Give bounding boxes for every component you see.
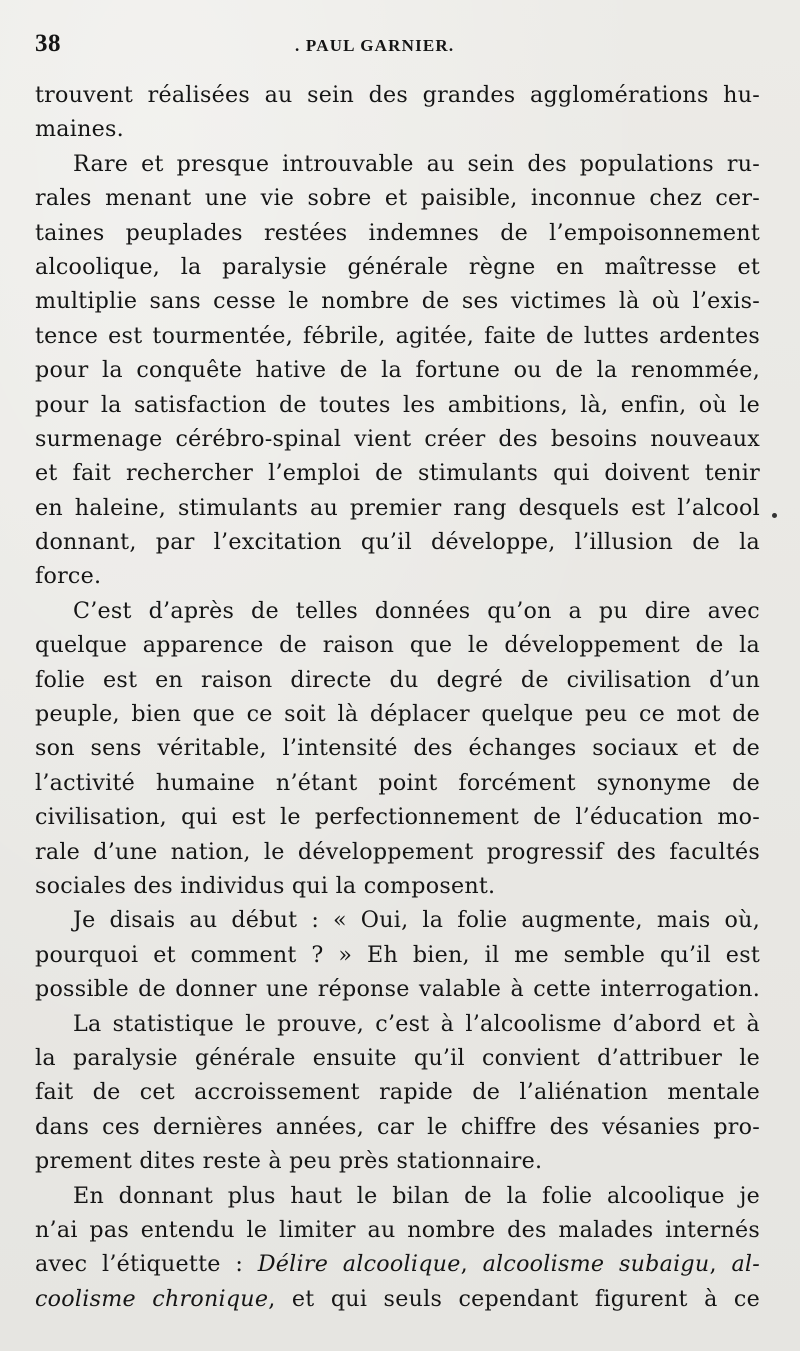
text-line: taines peuplades restées indemnes de l’empoisonnement (35, 219, 760, 246)
text-line: sociales des individus qui la composent. (35, 872, 496, 899)
text-line: et fait rechercher l’emploi de stimulants qui doivent tenir (35, 460, 760, 487)
text-line: Rare et presque introuvable au sein des populations ru- (73, 150, 760, 177)
text-run: avec l’étiquette : (35, 1251, 258, 1278)
text-line: prement dites reste à peu près stationnaire. (35, 1148, 543, 1175)
text-run: , (460, 1251, 483, 1278)
running-head: . PAUL GARNIER. (295, 36, 455, 55)
italic-text-run: al- (731, 1251, 760, 1278)
text-line: trouvent réalisées au sein des grandes agglomérations hu- (35, 82, 760, 108)
text-line: pour la conquête hative de la fortune ou de la renommée, (35, 357, 760, 384)
italic-text-run: alcoolisme subaigu (482, 1251, 710, 1278)
text-line: n’ai pas entendu le limiter au nombre des malades internés (35, 1216, 760, 1243)
text-line: folie est en raison directe du degré de civilisation d’un (35, 666, 760, 693)
text-line: la paralysie générale ensuite qu’il convient d’attribuer le (35, 1044, 760, 1071)
text-line: l’activité humaine n’étant point forcément synonyme de (35, 769, 760, 796)
italic-text-run: Délire alcoolique (257, 1251, 461, 1278)
text-line: fait de cet accroissement rapide de l’aliénation mentale (35, 1079, 760, 1106)
text-line: en haleine, stimulants au premier rang desquels est l’alcool (35, 494, 760, 521)
text-line: force. (35, 563, 102, 590)
text-line (35, 1282, 760, 1316)
text-run: , (709, 1251, 732, 1278)
text-line: possible de donner une réponse valable à cette interrogation. (35, 976, 760, 1003)
text-run: , et qui seuls cependant figurent à ce (268, 1285, 760, 1312)
text-line: son sens véritable, l’intensité des échanges sociaux et de (35, 735, 760, 762)
text-line: quelque apparence de raison que le développement de la (35, 632, 760, 659)
text-line: tence est tourmentée, fébrile, agitée, faite de luttes ardentes (35, 322, 760, 349)
text-line: peuple, bien que ce soit là déplacer quelque peu ce mot de (35, 701, 760, 728)
body-text (35, 78, 760, 1316)
ink-spot (772, 513, 777, 518)
text-line: dans ces dernières années, car le chiffre des vésanies pro- (35, 1113, 760, 1140)
text-line: surmenage cérébro-spinal vient créer des besoins nouveaux (35, 425, 760, 452)
text-line: rales menant une vie sobre et paisible, inconnue chez cer- (35, 185, 760, 212)
page-number: 38 (35, 30, 61, 57)
text-line: rale d’une nation, le développement progressif des facultés (35, 838, 760, 865)
text-line: donnant, par l’excitation qu’il développe, l’illusion de la (35, 529, 760, 556)
text-line: Je disais au début : « Oui, la folie augmente, mais où, (73, 907, 760, 934)
text-line: alcoolique, la paralysie générale règne en maîtresse et (35, 253, 760, 280)
text-line: maines. (35, 116, 124, 143)
text-line: La statistique le prouve, c’est à l’alcoolisme d’abord et à (73, 1010, 760, 1037)
italic-text-run: coolisme chronique (35, 1285, 269, 1312)
text-line (35, 1247, 760, 1281)
text-line: pourquoi et comment ? » Eh bien, il me semble qu’il est (35, 941, 760, 968)
text-line: pour la satisfaction de toutes les ambitions, là, enfin, où le (35, 391, 760, 418)
text-line: C’est d’après de telles données qu’on a pu dire avec (73, 597, 760, 624)
text-line: civilisation, qui est le perfectionnement de l’éducation mo- (35, 804, 760, 831)
text-line: En donnant plus haut le bilan de la folie alcoolique je (73, 1182, 760, 1209)
page-header (35, 30, 760, 78)
text-line: multiplie sans cesse le nombre de ses victimes là où l’exis- (35, 288, 760, 315)
